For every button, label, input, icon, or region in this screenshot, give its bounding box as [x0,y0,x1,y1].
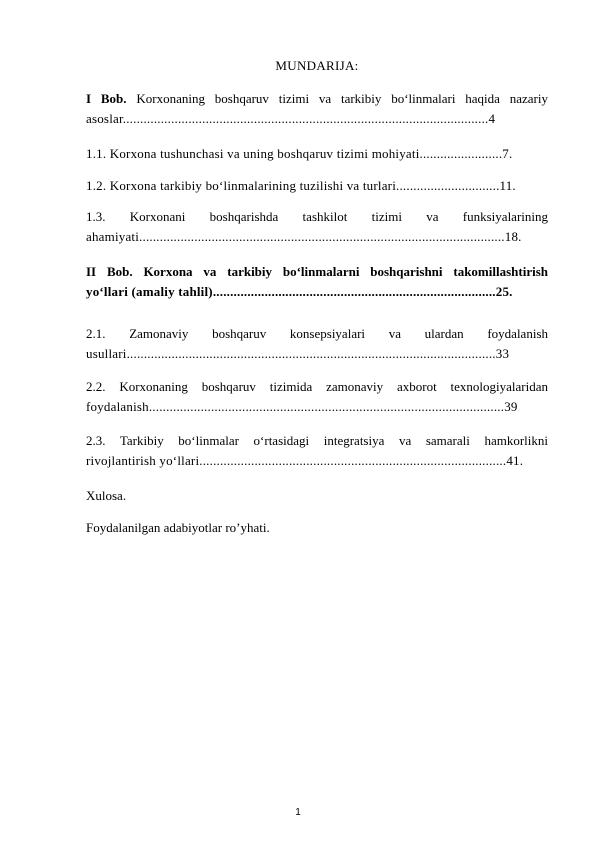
toc-entry-1-1 [86,144,548,164]
toc-entry-2-2 [86,377,548,417]
toc-entry-line-1: 1.3. Korxonani boshqarishda tashkilot tizimi va funksiyalarining [86,209,548,224]
toc-entry-line-1: II Bob. Korxona va tarkibiy bo‘linmalarni boshqarishni takomillashtirish [86,264,548,279]
toc-entry-2-3 [86,431,548,471]
toc-entry-line-1: 2.3. Tarkibiy bo‘linmalar o‘rtasidagi integratsiya va samarali hamkorlikni [86,433,548,448]
toc-entry-line-2: foydalanish.......................................................................................................39 [86,399,518,414]
toc-entry-line-1: Xulosa. [86,488,127,503]
toc-entry-1-3 [86,207,548,247]
toc-entry-line-1: I Bob. Korxonaning boshqaruv tizimi va tarkibiy bo‘linmalari haqida nazariy [86,91,548,106]
toc-entry-line-2: yo‘llari (amaliy tahlil)..................................................................................25. [86,284,513,299]
toc-entry-line-2: asoslar..........................................................................................................4 [86,111,496,126]
toc-title: MUNDARIJA: [275,58,359,73]
toc-entry-line-2: rivojlantirish yo‘llari.........................................................................................41. [86,453,524,468]
toc-entry-line-2: usullari...........................................................................................................33 [86,346,510,361]
toc-entry-line-1: 1.2. Korxona tarkibiy bo‘linmalarining tuzilishi va turlari..............................11. [86,178,516,193]
toc-entry-chapter-1 [86,89,548,129]
toc-entry-2-1 [86,324,548,364]
chapter-label: I Bob. [86,91,127,106]
toc-entry-bibliography [86,518,548,538]
toc-entry-line-1: 1.1. Korxona tushunchasi va uning boshqaruv tizimi mohiyati........................7. [86,146,513,161]
toc-entry-line-1: Foydalanilgan adabiyotlar ro’yhati. [86,520,270,535]
toc-entry-chapter-2 [86,262,548,302]
page-number: 1 [295,807,301,818]
toc-entry-line-2: ahamiyati..........................................................................................................18. [86,229,522,244]
toc-entry-line-1: 2.1. Zamonaviy boshqaruv konsepsiyalari va ulardan foydalanish [86,326,548,341]
toc-entry-conclusion [86,486,548,506]
toc-entry-1-2 [86,176,548,196]
toc-entry-line-1: 2.2. Korxonaning boshqaruv tizimida zamonaviy axborot texnologiyalaridan [86,379,548,394]
